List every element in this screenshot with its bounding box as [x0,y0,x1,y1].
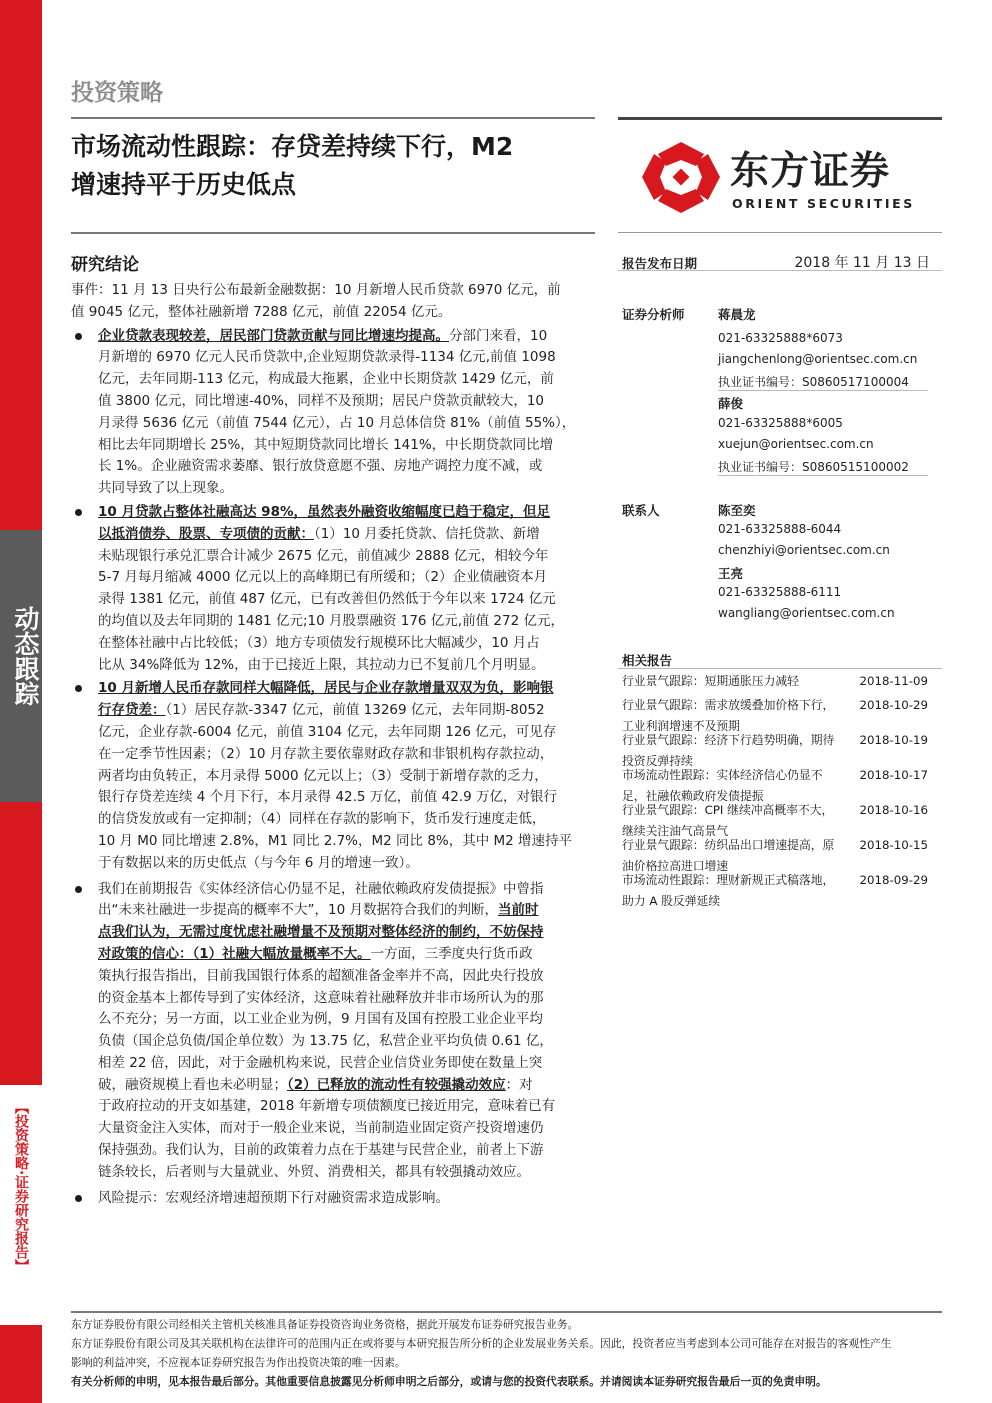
disclaimer-line: 有关分析师的申明，见本报告最后部分。其他重要信息披露见分析师申明之后部分，或请与您的投资代表联系。并请阅读本证券研究报告最后一页的免责申明。 [71,1375,827,1388]
body-text: 月录得 5636 亿元（前值 7544 亿元），占 10 月总体信贷 81%（前值 55%）， [98,414,576,431]
related-report-title-line: 行业景气跟踪：短期通胀压力减轻 [622,674,799,688]
related-report-title [622,870,854,911]
bullet-line [98,1096,601,1118]
sidebar-red-top [0,0,42,530]
publish-date-value: 2018 年 11 月 13 日 [794,255,930,271]
analyst-email: jiangchenlong@orientsec.com.cn [718,352,918,366]
emphasis-text: 10 月贷款占整体社融高达 98%，虽然表外融资收缩幅度已趋于稳定，但足 [98,503,550,520]
related-report-title-line: 继续关注油气高景气 [622,823,729,838]
bullet-line [98,678,601,700]
body-text: 的信贷发放或有一定抑制；（4）同样在存款的影响下，货币发行速度走低， [98,811,546,828]
logo-english-name: ORIENT SECURITIES [732,196,915,211]
footer-divider [71,1311,942,1313]
body-text: 我们在前期报告《实体经济信心仍显不足，社融依赖政府发债提振》中曾指 [98,880,544,897]
body-text: 么不充分；另一方面，以工业企业为例，9 月国有及国有控股工业企业平均 [98,1011,543,1028]
bullet-line [98,655,601,677]
analyst-phone: 021-63325888*6005 [718,416,843,430]
bullet-line [98,809,601,831]
sidebar-series-label: 【投资策略·证券研究报告】 [13,1100,29,1274]
body-text: 一方面，三季度央行货币政 [370,945,533,962]
body-text: 于有数据以来的历史低点（与今年 6 月的增速一致）。 [98,854,419,871]
emphasis-text: （2）已释放的流动性有较强撬动效应 [287,1076,506,1093]
bullet-line [98,589,601,611]
related-reports-heading: 相关报告 [622,653,673,668]
related-report-title-line: 油价格拉高进口增速 [622,858,729,873]
bullet-line [98,900,601,922]
bullet-line [98,1053,601,1075]
conclusion-body [71,280,601,1209]
body-text: 共同导致了以上现象。 [98,480,233,497]
analyst-cert: 执业证书编号：S0860515100002 [718,460,909,474]
conclusion-bullet [71,326,601,500]
related-report-title-line: 行业景气跟踪：经济下行趋势明确，期待 [622,733,835,747]
publish-date-label: 报告发布日期 [622,256,698,271]
related-report-title-line: 市场流动性跟踪：理财新规正式稿落地， [622,873,835,887]
bullet-line [98,853,601,875]
bullet-line [98,1162,601,1184]
conclusion-bullet [71,502,601,676]
bullet-line [98,633,601,655]
body-text: ：对 [505,1076,533,1093]
body-text: （1）居民存款-3347 亿元，前值 13269 亿元，去年同期-8052 [165,702,545,719]
bullet-line [98,1188,601,1210]
body-text: 风险提示：宏观经济增速超预期下行对融资需求造成影响。 [98,1189,449,1206]
body-text: 5-7 月每月缩减 4000 亿元以上的高峰期已有所缓和；（2）企业债融资本月 [98,569,548,586]
divider-right-top [618,117,942,120]
sidebar-report-type: 动态跟踪 [11,606,40,706]
emphasis-text: 10 月新增人民币存款同样大幅降低，居民与企业存款增量双双为负，影响银 [98,680,554,697]
body-text: 在整体社融中占比较低；（3）地方专项债发行规模环比大幅减少，10 月占 [98,634,540,651]
body-text: 亿元，企业存款-6004 亿元，前值 3104 亿元，去年同期 126 亿元，可见存 [98,723,557,740]
conclusion-bullet [71,1188,601,1210]
disclaimer-footer [71,1315,961,1391]
conclusion-bullet [71,879,601,1184]
body-text: 大量资金注入实体，而对于一般企业来说，当前制造业固定资产投资增速仍 [98,1120,544,1137]
emphasis-text: 对政策的信心：（1）社融大幅放量概率不大。 [98,945,371,962]
related-report-title-line: 行业景气跟踪：纺织品出口增速提高，原 [622,838,835,852]
related-report-title-line: 足，社融依赖政府发债提振 [622,788,764,803]
bullet-dot-icon [75,685,82,692]
body-text: 分部门来看，10 [449,327,548,344]
body-text: 出“未来社融进一步提高的概率不大”，10 月数据符合我们的判断， [98,902,498,919]
bullet-line [98,347,601,369]
bullet-line [98,456,601,478]
logo-name: 东方证券 [730,149,891,194]
bullet-line [98,879,601,901]
bullet-line [98,524,601,546]
bullet-line [98,766,601,788]
body-text: 破，融资规模上看也未必明显； [98,1076,287,1093]
event-line: 事件：11 月 13 日央行公布最新金融数据：10 月新增人民币贷款 6970 亿元，前 [71,282,561,298]
analyst-divider [718,390,928,391]
analyst-label: 证券分析师 [622,307,685,322]
analyst-divider [718,475,928,476]
bullet-line [98,787,601,809]
body-text: 相比去年同期增长 25%，其中短期贷款同比增长 141%，中长期贷款同比增 [98,436,554,453]
bullet-line [98,966,601,988]
bullet-line [98,988,601,1010]
emphasis-text: 当前时 [497,902,539,919]
body-text: 在一定季节性因素；（2）10 月存款主要依靠财政存款和非银机构存款拉动， [98,745,554,762]
related-report-title-line: 行业景气跟踪：需求放缓叠加价格下行， [622,698,835,712]
divider-left-top [71,117,595,119]
bullet-line [98,1009,601,1031]
related-report-title-line: 投资反弹持续 [622,753,693,768]
related-report-title-line: 市场流动性跟踪：实体经济信心仍显不 [622,768,823,782]
body-text: 月新增的 6970 亿元人民币贷款中,企业短期贷款录得-1134 亿元,前值 1098 [98,349,556,366]
bullet-line [98,1075,601,1097]
report-title [71,128,601,204]
emphasis-text: 企业贷款表现较差，居民部门贷款贡献与同比增速均提高。 [98,327,449,344]
contact-email: wangliang@orientsec.com.cn [718,606,895,620]
bullet-line [98,567,601,589]
conclusion-bullet [71,678,601,874]
disclaimer-line: 东方证券股份有限公司及其关联机构在法律许可的范围内正在或将要与本研究报告所分析的企业发展业务关系。因此，投资者应当考虑到本公司可能存在对报告的客观性产生 [71,1337,892,1350]
body-text: （1）10 月委托贷款、信托贷款、新增 [314,525,540,542]
emphasis-text: 点我们认为，无需过度忧虑社融增量不及预期对整体经济的制约，不妨保持 [98,924,544,941]
divider-related [618,668,942,669]
body-text: 的资金基本上都传导到了实体经济，这意味着社融释放并非市场所认为的那 [98,989,544,1006]
bullet-line [98,831,601,853]
bullet-line [98,391,601,413]
body-text: 10 月 M0 同比增速 2.8%，M1 同比 2.7%，M2 同比 8%，其中 M2 增速持平 [98,832,573,849]
emphasis-text: 行存贷差： [98,702,166,719]
bullet-line [98,944,601,966]
bullet-line [98,722,601,744]
report-category: 投资策略 [71,80,163,106]
bullet-dot-icon [75,333,82,340]
related-report-date: 2018-11-09 [859,674,928,688]
body-text: 链条较长，后者则与大量就业、外贸、消费相关，都具有较强撬动效应。 [98,1163,530,1180]
contact-phone: 021-63325888-6044 [718,522,842,536]
body-text: 值 3800 亿元，同比增速-40%，同样不及预期；居民户贷款贡献较大，10 [98,392,544,409]
related-report-title-line: 行业景气跟踪：CPI 继续冲高概率不大， [622,803,834,817]
conclusion-bullet-list [71,326,601,1210]
bullet-line [98,611,601,633]
bullet-line [98,744,601,766]
body-text: 于政府拉动的开支如基建，2018 年新增专项债额度已接近用完，意味着已有 [98,1098,556,1115]
analyst-name: 蒋晨龙 [718,307,756,322]
bullet-line [98,922,601,944]
publish-date-row [622,252,940,272]
event-line: 值 9045 亿元，整体社融新增 7288 亿元，前值 22054 亿元。 [71,303,452,320]
orient-logo-icon [640,140,722,215]
contact-email: chenzhiyi@orientsec.com.cn [718,543,890,557]
bullet-line [98,1118,601,1140]
bullet-line [98,546,601,568]
related-report-title-line: 工业利润增速不及预期 [622,718,740,733]
related-report-date: 2018-10-29 [859,698,928,712]
related-report-date: 2018-09-29 [859,873,928,887]
body-text: 亿元，去年同期-113 亿元，构成最大拖累，企业中长期贷款 1429 亿元，前 [98,371,554,388]
related-report-date: 2018-10-15 [859,838,928,852]
related-report-title [622,671,854,692]
bullet-line [98,1031,601,1053]
body-text: 银行存贷差连续 4 个月下行，本月录得 42.5 万亿，前值 42.9 万亿，对银行 [98,789,557,806]
body-text: 保持强劲。我们认为，目前的政策着力点在于基建与民营企业，前者上下游 [98,1142,544,1159]
body-text: 未贴现银行承兑汇票合计减少 2675 亿元，前值减少 2888 亿元，相较今年 [98,547,549,564]
body-text: 比从 34%降低为 12%，由于已接近上限，其拉动力已不复前几个月明显。 [98,656,545,673]
bullet-line [98,502,601,524]
contact-phone: 021-63325888-6111 [718,585,842,599]
bullet-dot-icon [75,509,82,516]
disclaimer-line: 影响的利益冲突，不应视本证券研究报告为作出投资决策的唯一因素。 [71,1356,406,1369]
title-line-2: 增速持平于历史低点 [71,170,297,199]
analyst-cert: 执业证书编号：S0860517100004 [718,375,909,389]
analyst-email: xuejun@orientsec.com.cn [718,437,874,451]
bullet-line [98,478,601,500]
bullet-line [98,369,601,391]
company-logo [640,140,930,215]
analyst-phone: 021-63325888*6073 [718,331,843,345]
body-text: 录得 1381 亿元，前值 487 亿元，已有改善但仍然低于今年以来 1724 亿元 [98,591,556,608]
body-text: 相差 22 倍，因此，对于金融机构来说，民营企业信贷业务即使在数量上突 [98,1054,543,1071]
bullet-line [98,700,601,722]
related-report-date: 2018-10-17 [859,768,928,782]
emphasis-text: 以抵消债券、股票、专项债的贡献： [98,525,314,542]
contact-name: 陈至奕 [718,503,756,518]
divider-right-mid [618,232,942,233]
bullet-line [98,413,601,435]
related-report-date: 2018-10-16 [859,803,928,817]
disclaimer-line: 东方证券股份有限公司经相关主管机关核准具备证券投资咨询业务资格，据此开展发布证券研究报告业务。 [71,1318,579,1331]
body-text: 两者均由负转正，本月录得 5000 亿元以上；（3）受制于新增存款的乏力， [98,767,548,784]
body-text: 长 1%。企业融资需求萎靡、银行放贷意愿不强、房地产调控力度不减，或 [98,458,543,475]
title-line-1: 市场流动性跟踪：存贷差持续下行，M2 [71,132,514,161]
analyst-name: 薛俊 [718,396,744,411]
body-text: 策执行报告指出，目前我国银行体系的超额准备金率并不高，因此央行投放 [98,967,544,984]
related-report-title-line: 助力 A 股反弹延续 [622,893,721,908]
bullet-line [98,326,601,348]
contact-label: 联系人 [622,503,660,518]
section-heading-conclusion: 研究结论 [71,255,139,275]
contact-name: 王亮 [718,566,744,581]
body-text: 负债（国企总负债/国企单位数）为 13.75 亿，私营企业平均负债 0.61 亿， [98,1033,553,1050]
bullet-dot-icon [75,886,82,893]
related-report-date: 2018-10-19 [859,733,928,747]
body-text: 的均值以及去年同期的 1481 亿元;10 月股票融资 176 亿元,前值 272 亿元， [98,612,564,629]
event-paragraph [71,280,601,324]
bullet-line [98,435,601,457]
divider-date [618,270,942,271]
bullet-line [98,1140,601,1162]
bullet-dot-icon [75,1195,82,1202]
divider-left-mid [71,232,595,234]
